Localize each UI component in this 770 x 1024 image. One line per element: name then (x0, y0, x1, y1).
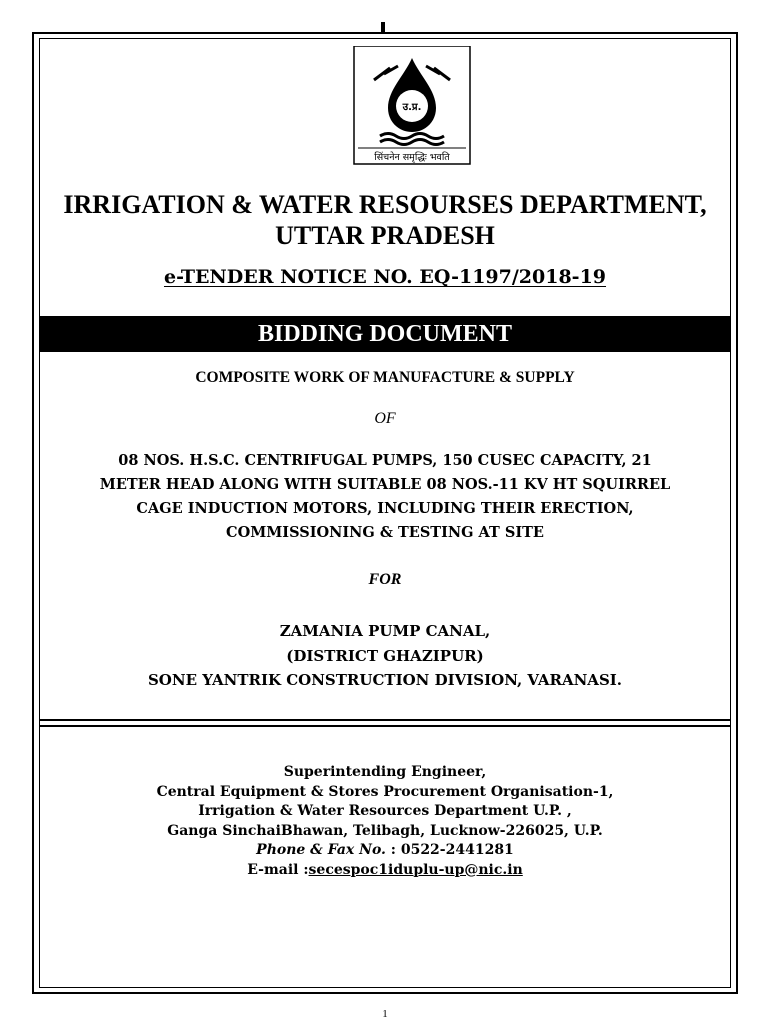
email-link[interactable]: secespoc1iduplu-up@nic.in (308, 861, 523, 878)
work-scope-line: METER HEAD ALONG WITH SUITABLE 08 NOS.-11 KV HT SQUIRREL (99, 476, 671, 493)
site-line: ZAMANIA PUMP CANAL, (279, 622, 491, 640)
contact-address: Ganga SinchaiBhawan, Telibagh, Lucknow-226025, U.P. (167, 822, 603, 839)
contact-block (40, 763, 730, 880)
contact-designation: Superintending Engineer, (283, 764, 487, 780)
work-scope-line: 08 NOS. H.S.C. CENTRIFUGAL PUMPS, 150 CUSEC CAPACITY, 21 (118, 452, 652, 469)
bidding-document-banner: BIDDING DOCUMENT (40, 316, 730, 352)
site-line: (DISTRICT GHAZIPUR) (286, 646, 484, 665)
department-title-line2: UTTAR PRADESH (275, 221, 495, 250)
work-scope-line: COMMISSIONING & TESTING AT SITE (226, 524, 544, 541)
section-divider (39, 725, 731, 727)
of-label: OF (374, 410, 396, 427)
site-line: SONE YANTRIK CONSTRUCTION DIVISION, VARANASI. (147, 671, 623, 689)
phone-label: Phone & Fax No. (256, 842, 386, 858)
section-divider (39, 719, 731, 721)
work-scope (40, 449, 730, 545)
page-number: 1 (382, 1008, 388, 1020)
phone-value: : 0522-2441281 (385, 842, 514, 858)
logo-motto: सिंचनेन समृद्धिः भवति (374, 152, 450, 163)
contact-organisation: Central Equipment & Stores Procurement Organisation-1, (156, 783, 614, 800)
contact-department: Irrigation & Water Resources Department U.P. , (198, 803, 572, 819)
department-logo (344, 46, 480, 166)
work-scope-line: CAGE INDUCTION MOTORS, INCLUDING THEIR ERECTION, (136, 500, 634, 517)
for-label: FOR (368, 571, 402, 588)
logo-emblem-text: उ.प्र. (402, 102, 422, 113)
tender-notice-number: e-TENDER NOTICE NO. EQ-1197/2018-19 (163, 266, 607, 288)
contact-phone (40, 841, 730, 861)
email-label: E-mail : (247, 861, 309, 878)
contact-email (40, 861, 730, 881)
department-title-line1: IRRIGATION & WATER RESOURSES DEPARTMENT, (63, 190, 707, 219)
work-heading: COMPOSITE WORK OF MANUFACTURE & SUPPLY (195, 369, 575, 386)
site-details (40, 619, 730, 693)
page-top-mark (381, 22, 385, 32)
